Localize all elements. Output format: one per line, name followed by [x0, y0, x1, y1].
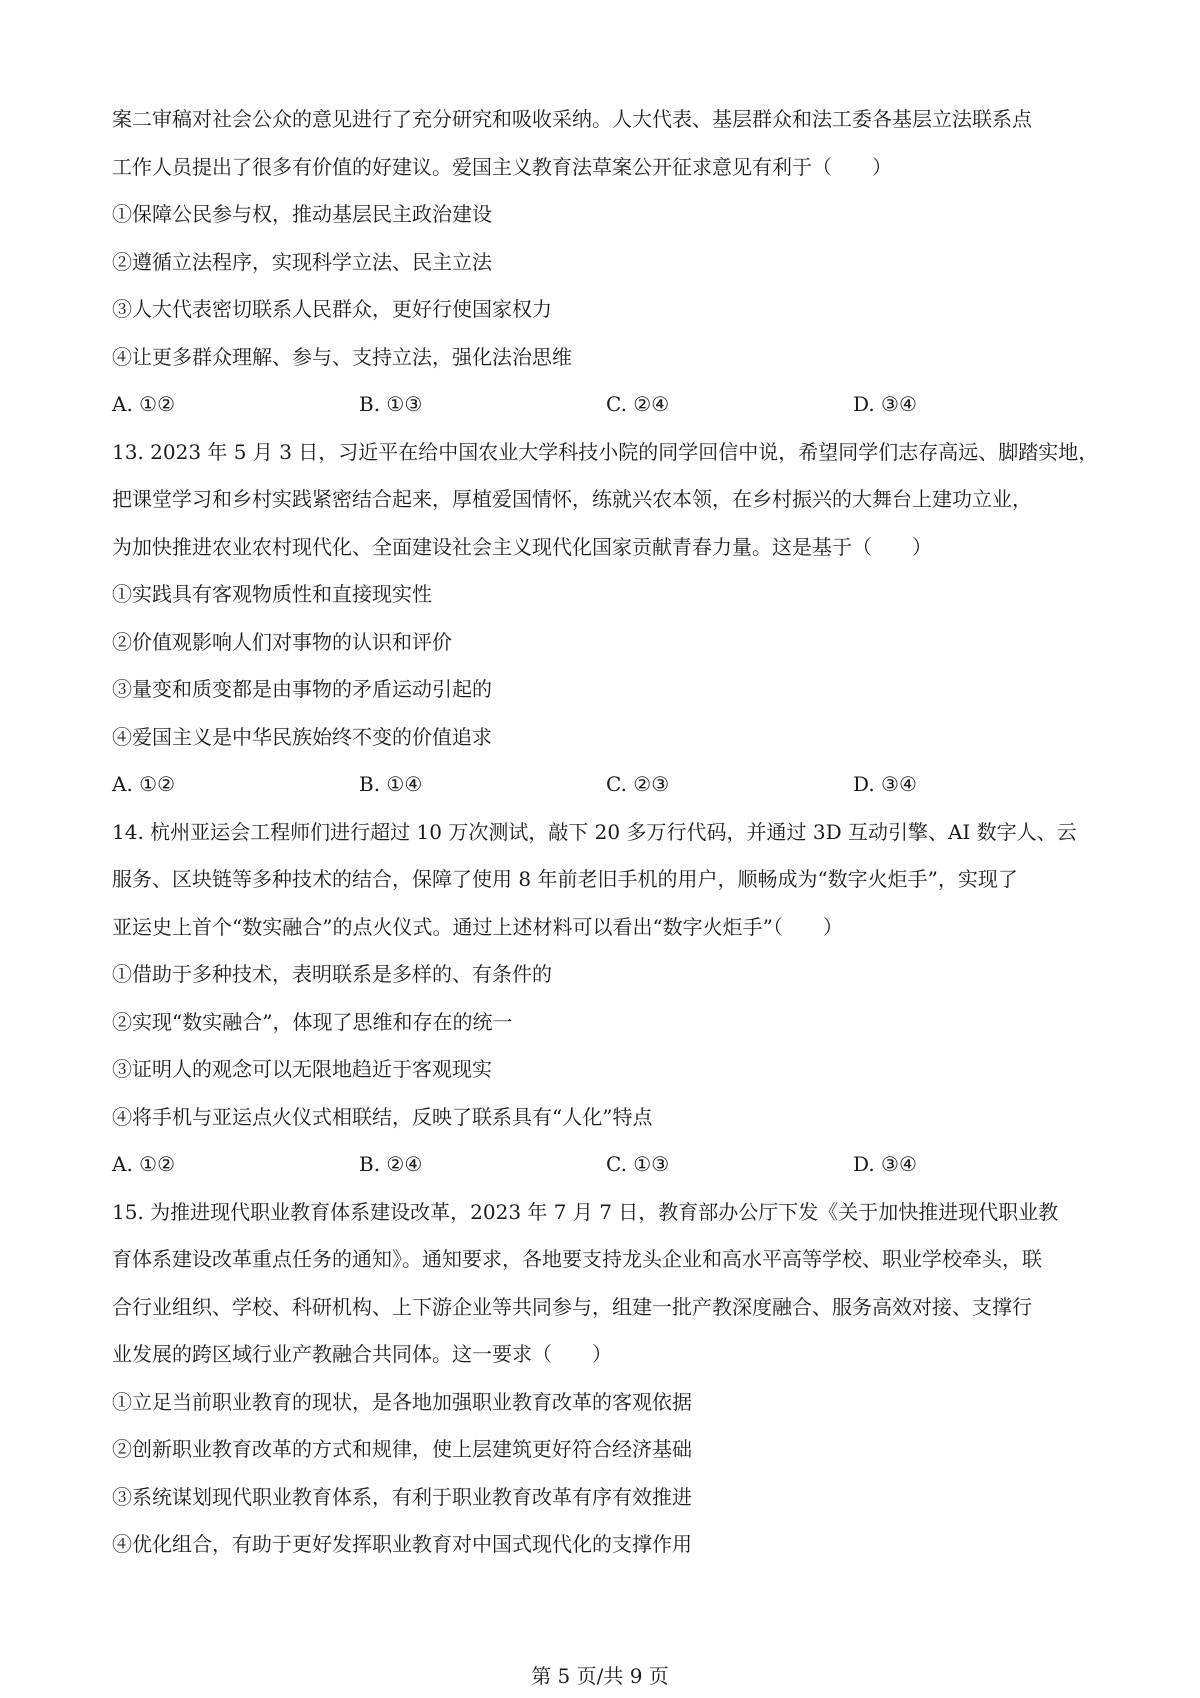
q14-stem-line-3: 亚运史上首个“数实融合”的点火仪式。通过上述材料可以看出“数字火炬手”（ ）: [112, 914, 843, 939]
q13-choice-c: C. ②③: [606, 772, 670, 796]
q12-choice-c: C. ②④: [606, 392, 670, 416]
q15-option-1: ①立足当前职业教育的现状，是各地加强职业教育改革的客观依据: [112, 1389, 692, 1414]
q13-choice-d: D. ③④: [853, 772, 917, 796]
q15-stem-line-4: 业发展的跨区域行业产教融合共同体。这一要求（ ）: [112, 1342, 612, 1366]
q12-answer-choices: [112, 381, 1102, 429]
q14-choice-a: A. ①②: [112, 1152, 176, 1176]
q12-stem-line-2: 工作人员提出了很多有价值的好建议。爱国主义教育法草案公开征求意见有利于（ ）: [112, 154, 892, 179]
q14-stem-line-1: 14. 杭州亚运会工程师们进行超过 10 万次测试，敲下 20 多万行代码，并通过 3D 互动引擎、AI 数字人、云: [112, 819, 1077, 844]
q12-option-3: ③人大代表密切联系人民群众，更好行使国家权力: [112, 297, 552, 321]
q12-option-4: ④让更多群众理解、参与、支持立法，强化法治思维: [112, 344, 572, 369]
q15-option-3: ③系统谋划现代职业教育体系，有利于职业教育改革有序有效推进: [112, 1484, 692, 1509]
q12-option-2: ②遵循立法程序，实现科学立法、民主立法: [112, 249, 492, 274]
q14-choice-c: C. ①③: [606, 1152, 670, 1176]
q12-choice-b: B. ①③: [359, 392, 423, 416]
q14-stem-line-2: 服务、区块链等多种技术的结合，保障了使用 8 年前老旧手机的用户，顺畅成为“数字火炬手”，实现了: [112, 867, 1018, 891]
question-12-continuation: [112, 96, 1102, 429]
q14-choice-b: B. ②④: [359, 1152, 423, 1176]
q15-stem-line-3: 合行业组织、学校、科研机构、上下游企业等共同参与，组建一批产教深度融合、服务高效对接、支撑行: [112, 1294, 1032, 1319]
q13-answer-choices: [112, 761, 1102, 809]
q13-choice-a: A. ①②: [112, 772, 176, 796]
q13-stem-line-1: 13. 2023 年 5 月 3 日，习近平在给中国农业大学科技小院的同学回信中说，希望同学们志存高远、脚踏实地，: [112, 439, 1099, 464]
question-13: [112, 429, 1102, 809]
q13-stem-line-3: 为加快推进农业农村现代化、全面建设社会主义现代化国家贡献青春力量。这是基于（ ）: [112, 534, 932, 559]
question-15: [112, 1189, 1102, 1569]
q15-stem-line-1: 15. 为推进现代职业教育体系建设改革，2023 年 7 月 7 日，教育部办公厅下发《关于加快推进现代职业教: [112, 1199, 1059, 1224]
q13-option-2: ②价值观影响人们对事物的认识和评价: [112, 629, 452, 654]
q12-choice-a: A. ①②: [112, 392, 176, 416]
q15-option-4: ④优化组合，有助于更好发挥职业教育对中国式现代化的支撑作用: [112, 1532, 692, 1556]
question-14: [112, 809, 1102, 1189]
q14-option-1: ①借助于多种技术，表明联系是多样的、有条件的: [112, 962, 552, 986]
q14-option-3: ③证明人的观念可以无限地趋近于客观现实: [112, 1057, 492, 1081]
q14-option-2: ②实现“数实融合”，体现了思维和存在的统一: [112, 1009, 513, 1034]
q13-stem-line-2: 把课堂学习和乡村实践紧密结合起来，厚植爱国情怀，练就兴农本领，在乡村振兴的大舞台上建功立业，: [112, 487, 1032, 511]
q15-stem-line-2: 育体系建设改革重点任务的通知》。通知要求，各地要支持龙头企业和高水平高等学校、职业学校牵头，联: [112, 1247, 1042, 1271]
q13-choice-b: B. ①④: [359, 772, 423, 796]
q12-stem-line-1: 案二审稿对社会公众的意见进行了充分研究和吸收采纳。人大代表、基层群众和法工委各基层立法联系点: [112, 107, 1032, 131]
q15-option-2: ②创新职业教育改革的方式和规律，使上层建筑更好符合经济基础: [112, 1437, 692, 1461]
q14-choice-d: D. ③④: [853, 1152, 917, 1176]
q13-option-1: ①实践具有客观物质性和直接现实性: [112, 582, 432, 606]
page-number-footer: 第 5 页/共 9 页: [531, 1664, 669, 1688]
page-content: [112, 96, 1102, 1569]
q14-answer-choices: [112, 1141, 1102, 1189]
q13-option-3: ③量变和质变都是由事物的矛盾运动引起的: [112, 677, 492, 701]
q12-option-1: ①保障公民参与权，推动基层民主政治建设: [112, 202, 492, 226]
q12-choice-d: D. ③④: [853, 392, 917, 416]
q13-option-4: ④爱国主义是中华民族始终不变的价值追求: [112, 724, 492, 749]
q14-option-4: ④将手机与亚运点火仪式相联结，反映了联系具有“人化”特点: [112, 1104, 653, 1129]
